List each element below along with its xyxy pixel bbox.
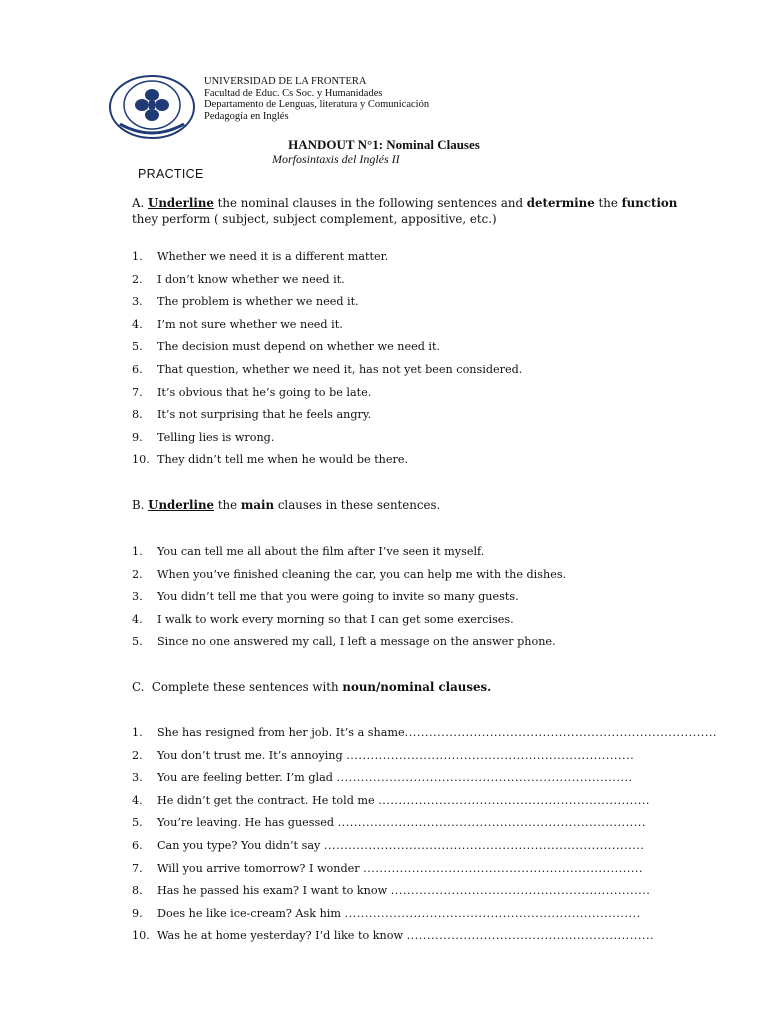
item-number: 5. [132,340,143,354]
answer-blank[interactable]: ................................................................ [390,884,651,898]
keyword-main: main [240,498,275,512]
item-number: 3. [132,590,143,604]
item-text: Was he at home yesterday? I’d like to know ............................................................. [157,929,655,943]
answer-blank[interactable]: ................................................................... [378,793,650,807]
course-name: Morfosintaxis del Inglés II [272,152,400,166]
item-text: He didn’t get the contract. He told me ................................................................... [157,793,650,807]
item-number: 4. [132,793,143,807]
section-b-instructions: B. Underline the main clauses in these sentences. [132,498,441,512]
section-a-instructions: A. Underline the nominal clauses in the following sentences and determine the function they perform ( subject, subject complement, appositive, etc.) [132,196,678,226]
item-text: I walk to work every morning so that I can get some exercises. [157,612,514,626]
practice-heading: PRACTICE [138,167,204,181]
keyword-underline: Underline [148,498,215,512]
section-letter: A. [132,196,145,210]
keyword-function: function [621,196,678,210]
item-text: The decision must depend on whether we need it. [157,340,441,354]
item-number: 2. [132,567,143,581]
item-number: 7. [132,385,143,399]
faculty-name: Facultad de Educ. Cs Soc. y Humanidades [204,87,383,99]
section-c-instructions: C. Complete these sentences with noun/nominal clauses. [132,680,492,694]
university-name: UNIVERSIDAD DE LA FRONTERA [204,76,367,87]
item-number: 5. [132,635,143,649]
answer-blank[interactable]: ............................................................. [406,929,655,943]
item-text: She has resigned from her job. It’s a shame............................................................................. [157,726,717,739]
item-text: Will you arrive tomorrow? I wonder ..................................................................... [157,861,644,875]
item-text: You’re leaving. He has guessed ............................................................................ [157,816,646,830]
item-number: 3. [132,295,143,309]
item-number: 9. [132,430,143,444]
item-number: 2. [132,272,143,286]
item-number: 9. [132,906,143,920]
item-text: They didn’t tell me when he would be there. [157,453,409,467]
department-name: Departamento de Lenguas, literatura y Comunicación [204,99,430,110]
item-number: 10. [132,453,150,467]
university-seal-icon [108,74,196,140]
item-number: 3. [132,771,143,785]
item-text: You don’t trust me. It’s annoying ....................................................................... [157,748,635,762]
item-text: Has he passed his exam? I want to know ................................................................ [157,884,651,898]
item-number: 5. [132,816,143,830]
item-text: You didn’t tell me that you were going to invite so many guests. [157,590,519,604]
item-text: I don’t know whether we need it. [157,272,345,286]
answer-blank[interactable]: ............................................................................. [404,726,717,739]
item-number: 7. [132,861,143,875]
item-number: 1. [132,250,143,263]
item-text: You are feeling better. I’m glad ......................................................................... [157,771,633,785]
item-number: 8. [132,408,143,422]
item-text: Does he like ice-cream? Ask him ......................................................................... [157,906,641,920]
section-letter: B. [132,498,145,512]
item-number: 10. [132,929,150,943]
answer-blank[interactable]: ..................................................................... [363,861,644,875]
program-name: Pedagogía en Inglés [204,110,289,122]
item-number: 2. [132,748,143,762]
item-text: Since no one answered my call, I left a message on the answer phone. [157,635,556,649]
keyword-underline: Underline [148,196,214,210]
item-text: You can tell me all about the film after I’ve seen it myself. [157,545,485,558]
item-text: Whether we need it is a different matter. [157,250,389,263]
item-text: Can you type? You didn’t say ............................................................................... [157,838,645,852]
item-number: 1. [132,545,143,558]
item-text: Telling lies is wrong. [157,430,275,444]
answer-blank[interactable]: ............................................................................ [337,816,646,830]
institution-header [204,76,429,122]
keyword-nominal-clauses: noun/nominal clauses. [342,680,492,694]
item-text: It’s obvious that he’s going to be late. [157,385,372,399]
item-number: 6. [132,838,143,852]
answer-blank[interactable]: ......................................................................... [344,906,641,920]
item-text: I’m not sure whether we need it. [157,317,343,331]
item-text: That question, whether we need it, has not yet been considered. [157,362,523,376]
item-text: The problem is whether we need it. [157,295,359,309]
answer-blank[interactable]: ......................................................................... [336,771,633,785]
item-number: 4. [132,612,143,626]
section-letter: C. [132,680,145,694]
item-text: When you’ve finished cleaning the car, you can help me with the dishes. [157,567,567,581]
item-number: 8. [132,884,143,898]
answer-blank[interactable]: ....................................................................... [346,748,635,762]
item-number: 1. [132,726,143,739]
item-number: 4. [132,317,143,331]
item-number: 6. [132,362,143,376]
answer-blank[interactable]: ............................................................................... [323,838,645,852]
handout-title: HANDOUT N°1: Nominal Clauses [288,137,480,152]
item-text: It’s not surprising that he feels angry. [157,408,372,422]
keyword-determine: determine [526,196,595,210]
